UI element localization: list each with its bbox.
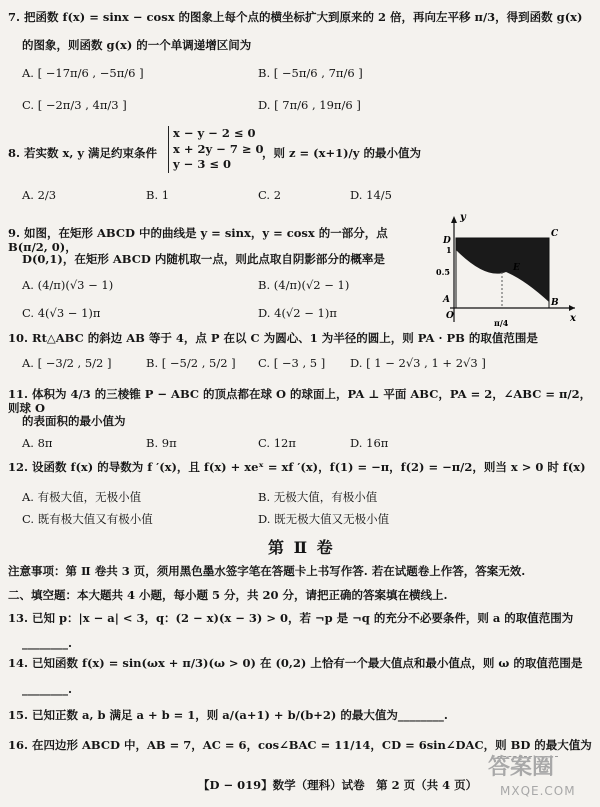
fill-in-section-header: 二、填空题：本大题共 4 小题，每小题 5 分，共 20 分，请把正确的答案填在横线上. [8, 588, 448, 602]
q7-stem-line1: 7. 把函数 f(x) = sinx − cosx 的图象上每个点的横坐标扩大到原来的 2 倍，再向左平移 π/3，得到函数 g(x) [8, 10, 583, 24]
fig-tick-half: 0.5 [436, 267, 450, 277]
q14-answer-blank: ________. [22, 682, 73, 696]
q7-option-a: A. [ −17π/6 , −5π/6 ] [22, 66, 144, 80]
q10-option-c: C. [ −3 , 5 ] [258, 356, 326, 370]
q11-option-d: D. 16π [350, 436, 389, 450]
q9-option-b: B. (4/π)(√2 − 1) [258, 278, 350, 292]
q8-constraint-system [168, 126, 263, 173]
q8-constraint-1: x − y − 2 ≤ 0 [173, 126, 256, 140]
watermark-url: MXQE.COM [500, 784, 576, 798]
q7-option-d: D. [ 7π/6 , 19π/6 ] [258, 98, 361, 112]
q11-option-b: B. 9π [146, 436, 177, 450]
q7-stem-line2: 的图象，则函数 g(x) 的一个单调递增区间为 [22, 38, 252, 52]
q8-option-a: A. 2/3 [22, 188, 57, 202]
q12-option-d: D. 既无极大值又无极小值 [258, 512, 390, 526]
q8-stem: 8. 若实数 x, y 满足约束条件 [8, 146, 158, 160]
q16-stem: 16. 在四边形 ABCD 中，AB = 7，AC = 6，cos∠BAC = 11/14，CD = 6sin∠DAC，则 BD 的最大值为 [8, 738, 592, 752]
fig-label-c: C [551, 229, 559, 239]
q10-option-b: B. [ −5/2 , 5/2 ] [146, 356, 236, 370]
part2-title: 第 Ⅱ 卷 [268, 538, 335, 557]
q10-option-d: D. [ 1 − 2√3 , 1 + 2√3 ] [350, 356, 486, 370]
q9-option-d: D. 4(√2 − 1)π [258, 306, 337, 320]
q8-option-d: D. 14/5 [350, 188, 392, 202]
q7-option-c: C. [ −2π/3 , 4π/3 ] [22, 98, 127, 112]
q9-option-a: A. (4/π)(√3 − 1) [22, 278, 114, 292]
fig-label-o: O [446, 311, 454, 321]
q8-option-c: C. 2 [258, 188, 282, 202]
q8-option-b: B. 1 [146, 188, 170, 202]
fig-label-d: D [443, 236, 451, 246]
q11-option-c: C. 12π [258, 436, 296, 450]
q12-option-b: B. 无极大值，有极小值 [258, 490, 378, 504]
fig-label-x: x [570, 313, 576, 324]
watermark-logo: 答案圈 [488, 755, 555, 780]
part2-notice: 注意事项：第 Ⅱ 卷共 3 页，须用黑色墨水签字笔在答题卡上书写作答. 若在试题卷上作答，答案无效. [8, 564, 526, 578]
q7-option-b: B. [ −5π/6 , 7π/6 ] [258, 66, 363, 80]
q8-constraint-2: x + 2y − 7 ≥ 0 [173, 141, 264, 156]
q13-answer-blank: ________. [22, 636, 73, 650]
q14-stem: 14. 已知函数 f(x) = sin(ωx + π/3)(ω > 0) 在 (0,2) 上恰有一个最大值点和最小值点，则 ω 的取值范围是 [8, 656, 583, 670]
q11-option-a: A. 8π [22, 436, 53, 450]
fig-label-a: A [443, 295, 450, 305]
q8-stem-tail: ，则 z = (x+1)/y 的最小值为 [262, 146, 421, 160]
q9-stem-line2: D(0,1)，在矩形 ABCD 内随机取一点，则此点取自阴影部分的概率是 [22, 252, 385, 266]
q10-stem: 10. Rt△ABC 的斜边 AB 等于 4，点 P 在以 C 为圆心、1 为半径的圆上，则 PA · PB 的取值范围是 [8, 331, 538, 345]
q9-option-c: C. 4(√3 − 1)π [22, 306, 101, 320]
q12-option-c: C. 既有极大值又有极小值 [22, 512, 153, 526]
page-footer: 【D − 019】数学（理科）试卷 第 2 页（共 4 页） [198, 778, 478, 792]
fig-label-b: B [551, 298, 559, 308]
q9-figure [430, 210, 585, 330]
q8-constraint-3: y − 3 ≤ 0 [173, 157, 231, 172]
q12-stem: 12. 设函数 f(x) 的导数为 f ′(x)，且 f(x) + xeˣ = xf ′(x)，f(1) = −π，f(2) = −π/2，则当 x > 0 时 f(x) [8, 460, 586, 474]
q9-stem-line1: 9. 如图，在矩形 ABCD 中的曲线是 y = sinx，y = cosx 的一部分，点 B(π/2, 0)， [8, 226, 388, 255]
q12-option-a: A. 有极大值，无极小值 [22, 490, 142, 504]
q13-stem: 13. 已知 p：|x − a| < 3，q：(2 − x)(x − 3) > 0，若 ¬p 是 ¬q 的充分不必要条件，则 a 的取值范围为 [8, 611, 574, 625]
fig-label-y: y [460, 212, 466, 223]
q10-option-a: A. [ −3/2 , 5/2 ] [22, 356, 112, 370]
x-axis-arrow-icon [569, 305, 575, 311]
fig-tick-1: 1 [446, 245, 452, 255]
fig-tick-pi4: π/4 [494, 318, 509, 328]
q15-stem: 15. 已知正数 a, b 满足 a + b = 1，则 a/(a+1) + b/(b+2) 的最大值为________. [8, 708, 448, 722]
q11-stem-line1: 11. 体积为 4/3 的三棱锥 P − ABC 的顶点都在球 O 的球面上，PA ⊥ 平面 ABC，PA = 2，∠ABC = π/2，则球 O [8, 387, 592, 416]
y-axis-arrow-icon [451, 216, 457, 223]
fig-label-e: E [513, 263, 520, 273]
q11-stem-line2: 的表面积的最小值为 [22, 414, 126, 428]
